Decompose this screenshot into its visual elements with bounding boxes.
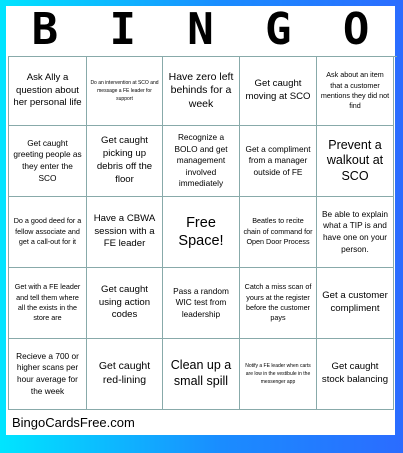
bingo-cell[interactable]: Get a customer compliment <box>317 268 394 339</box>
bingo-title <box>6 6 395 54</box>
bingo-cell[interactable]: Get caught greeting people as they enter the SCO <box>9 126 87 197</box>
bingo-cell[interactable]: Prevent a walkout at SCO <box>317 126 394 197</box>
bingo-grid <box>8 56 397 410</box>
bingo-cell[interactable]: Notify a FE leader when carts are low in the vestibule in the messenger app <box>240 339 317 410</box>
bingo-cell[interactable]: Get caught using action codes <box>87 268 163 339</box>
bingo-cell[interactable]: Ask Ally a question about her personal life <box>9 57 87 126</box>
bingo-cell[interactable]: Do an intervention at SCO and message a FE leader for support <box>87 57 163 126</box>
bingo-cell[interactable]: Get caught stock balancing <box>317 339 394 410</box>
footer-credit: BingoCardsFree.com <box>12 415 135 430</box>
bingo-cell[interactable]: Catch a miss scan of yours at the register before the customer pays <box>240 268 317 339</box>
bingo-cell[interactable]: Have zero left behinds for a week <box>163 57 240 126</box>
bingo-cell[interactable]: Get a compliment from a manager outside of FE <box>240 126 317 197</box>
free-space-cell[interactable]: Free Space! <box>163 197 240 268</box>
title-letter-g: G <box>265 4 292 55</box>
bingo-cell[interactable]: Get caught red-lining <box>87 339 163 410</box>
title-letter-i: I <box>109 4 136 55</box>
title-letter-b: B <box>31 4 59 55</box>
title-letter-o: O <box>342 4 370 55</box>
bingo-cell[interactable]: Recognize a BOLO and get management involved immediately <box>163 126 240 197</box>
bingo-cell[interactable]: Ask about an item that a customer mentions they did not find <box>317 57 394 126</box>
title-letter-n: N <box>187 4 214 55</box>
bingo-cell[interactable]: Be able to explain what a TIP is and have one on your person. <box>317 197 394 268</box>
bingo-cell[interactable]: Get with a FE leader and tell them where all the exists in the store are <box>9 268 87 339</box>
bingo-card <box>6 6 395 435</box>
bingo-cell[interactable]: Get caught moving at SCO <box>240 57 317 126</box>
bingo-cell[interactable]: Clean up a small spill <box>163 339 240 410</box>
bingo-cell[interactable]: Get caught picking up debris off the floor <box>87 126 163 197</box>
bingo-cell[interactable]: Recieve a 700 or higher scans per hour average for the week <box>9 339 87 410</box>
bingo-cell[interactable]: Beatles to recite chain of command for Open Door Process <box>240 197 317 268</box>
bingo-cell[interactable]: Have a CBWA session with a FE leader <box>87 197 163 268</box>
bingo-cell[interactable]: Pass a random WIC test from leadership <box>163 268 240 339</box>
bingo-cell[interactable]: Do a good deed for a fellow associate and get a call-out for it <box>9 197 87 268</box>
